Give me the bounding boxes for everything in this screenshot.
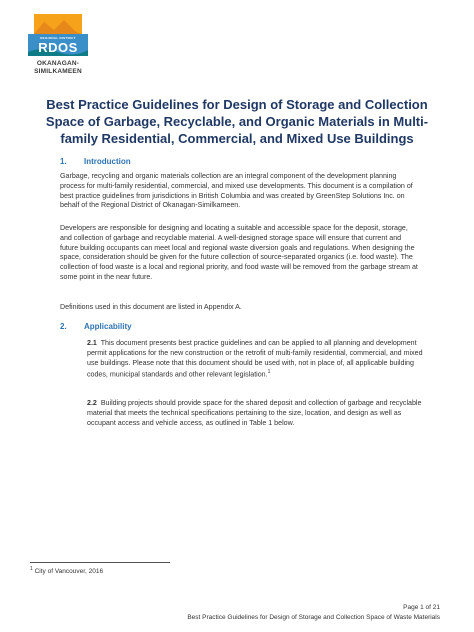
section-2-number: 2.	[60, 322, 67, 331]
section-1-heading	[60, 157, 131, 166]
page-number: Page 1 of 21	[403, 604, 440, 611]
footnote-divider	[30, 562, 170, 563]
logo-acronym: RDOS	[38, 40, 78, 55]
paragraph-number-2-1: 2.1	[87, 339, 97, 347]
footnote-marker: 1	[30, 566, 33, 572]
logo-line-2: SIMILKAMEEN	[34, 68, 82, 75]
document-title: Best Practice Guidelines for Design of Storage and Collection Space of Garbage, Recyclable, and Organic Materials in Multi-family Residential, Commercial, and Mixed Use Buildings	[45, 97, 429, 146]
intro-paragraph-1: Garbage, recycling and organic materials collection are an integral component of the development planning process for multi-family residential, commercial, and mixed use developments. This document is a compilation of best practice guidelines from jurisdictions in British Columbia and was created by GreenStep Solutions Inc. on behalf of the Regional District of Okanagan-Similkameen.	[60, 172, 413, 210]
footnote	[30, 566, 103, 575]
applicability-paragraph-2	[87, 399, 423, 428]
paragraph-number-2-2: 2.2	[87, 399, 97, 407]
intro-paragraph-2: Developers are responsible for designing and locating a suitable and accessible space for the deposit, storage, and collection of garbage and recyclable material. A well-designed storage space will ensure that current and future building occupants can meet local and regional waste diversion goals and regulations. When designing the space, consideration should be given for the future collection of source-separated organics (i.e. food waste). The collection of food waste is a local and regional priority, and food waste will be removed from the garbage stream at some point in the near future.	[60, 224, 418, 281]
section-1-title: Introduction	[84, 157, 131, 166]
logo-emblem	[26, 14, 90, 60]
footnote-text: City of Vancouver, 2016	[34, 568, 104, 576]
section-2-heading	[60, 322, 132, 331]
logo-district-label: REGIONAL DISTRICT	[40, 36, 76, 40]
rdos-logo	[26, 14, 90, 76]
applicability-paragraph-1	[87, 339, 423, 381]
logo-line-1: OKANAGAN-	[36, 60, 80, 67]
section-1-number: 1.	[60, 157, 67, 166]
footer-title: Best Practice Guidelines for Design of Storage and Collection Space of Waste Materials	[187, 614, 440, 621]
footnote-reference[interactable]: 1	[267, 369, 271, 376]
paragraph-2-2-text: Building projects should provide space for the shared deposit and collection of garbage and recyclable material that meets the technical specifications pertaining to the size, location, and design as well as occupant access and vehicle access, as outlined in Table 1 below.	[87, 399, 422, 427]
intro-paragraph-3: Definitions used in this document are listed in Appendix A.	[60, 303, 242, 311]
section-2-title: Applicability	[84, 322, 132, 331]
paragraph-2-1-text: This document presents best practice guidelines and can be applied to all planning and development permit applications for the new construction or the retrofit of multi-family residential, commercial, and mixed use buildings. Please note that this document should be used with, not in place of, all applicable building codes, municipal standards and other relevant legislation.	[87, 339, 423, 379]
